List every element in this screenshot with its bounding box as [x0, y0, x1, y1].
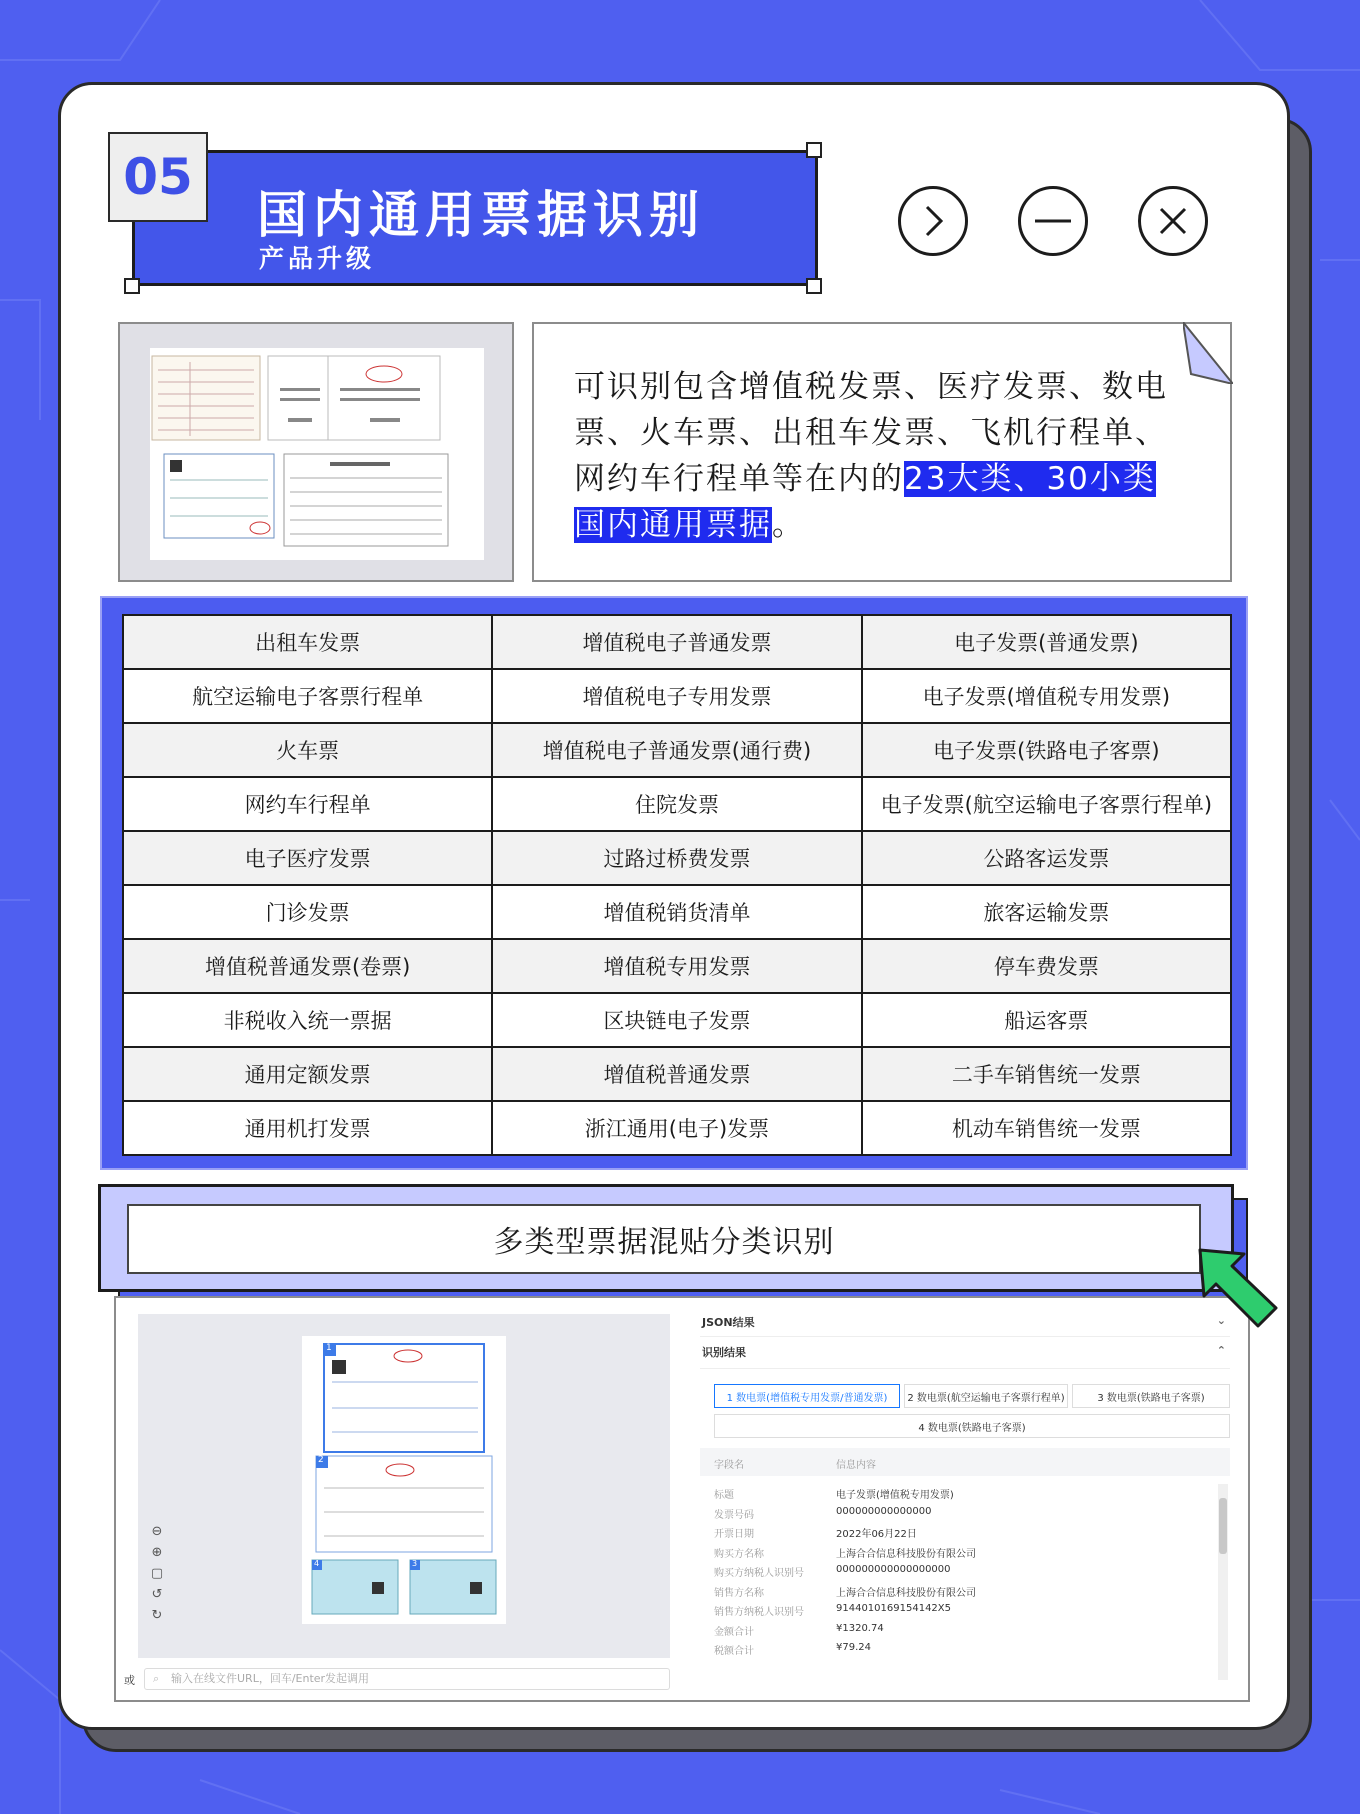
table-row [123, 669, 1231, 723]
field-value-header: 信息内容 [836, 1460, 876, 1471]
field-row [700, 1584, 1220, 1604]
recognition-result-label: 识别结果 [702, 1346, 746, 1359]
url-input[interactable] [144, 1668, 670, 1690]
table-cell: 增值税专用发票 [492, 939, 861, 993]
table-cell: 电子发票(增值税专用发票) [862, 669, 1231, 723]
recognition-result-header[interactable] [702, 1344, 1232, 1364]
table-cell: 电子发票(航空运输电子客票行程单) [862, 777, 1231, 831]
table-row [123, 885, 1231, 939]
table-row [123, 615, 1231, 669]
field-key: 开票日期 [714, 1529, 754, 1540]
table-row [123, 831, 1231, 885]
url-placeholder: 输入在线文件URL，回车/Enter发起调用 [171, 1672, 370, 1685]
chevron-right-icon [913, 201, 953, 241]
table-cell: 网约车行程单 [123, 777, 492, 831]
table-row [123, 1047, 1231, 1101]
minimize-button[interactable] [1018, 186, 1088, 256]
field-value: 9144010169154142X5 [836, 1603, 952, 1614]
page-badge-4: 4 [314, 1559, 320, 1568]
page-badge-3: 3 [412, 1559, 418, 1568]
table-cell: 通用定额发票 [123, 1047, 492, 1101]
description-panel [532, 322, 1232, 582]
table-cell: 增值税电子普通发票(通行费) [492, 723, 861, 777]
page-subtitle: 产品升级 [259, 244, 376, 273]
document-preview [138, 1314, 670, 1658]
field-name-header: 字段名 [714, 1460, 744, 1471]
table-cell: 通用机打发票 [123, 1101, 492, 1155]
section-number: 05 [108, 132, 208, 222]
field-row [700, 1564, 1220, 1584]
description-text [574, 364, 1174, 548]
result-scrollbar[interactable] [1218, 1484, 1228, 1680]
table-cell: 增值税普通发票(卷票) [123, 939, 492, 993]
table-cell: 增值税普通发票 [492, 1047, 861, 1101]
result-panel [700, 1308, 1232, 1698]
table-cell: 二手车销售统一发票 [862, 1047, 1231, 1101]
page-badge-1: 1 [326, 1343, 332, 1353]
page-badge-2: 2 [318, 1455, 324, 1465]
field-row [700, 1603, 1220, 1623]
divider [700, 1336, 1230, 1337]
table-cell: 航空运输电子客票行程单 [123, 669, 492, 723]
table-cell: 门诊发票 [123, 885, 492, 939]
description-end: 。 [772, 507, 805, 543]
field-row [700, 1623, 1220, 1643]
zoom-out-icon[interactable]: ⊖ [151, 1524, 163, 1539]
fields-header [700, 1448, 1230, 1476]
rotate-right-icon[interactable]: ↻ [151, 1608, 163, 1623]
scrollbar-thumb[interactable] [1219, 1498, 1227, 1554]
invoice-types-panel [100, 596, 1248, 1170]
preview-page [302, 1336, 506, 1624]
invoice-samples-image [118, 322, 514, 582]
zoom-in-icon[interactable]: ⊕ [151, 1545, 163, 1560]
section-label-box [98, 1184, 1234, 1292]
description-main: 可识别包含增值税发票、医疗发票、数电票、火车票、出租车发票、飞机行程单、网约车行程单等在内的 [574, 369, 1168, 497]
section-label: 多类型票据混贴分类识别 [127, 1204, 1201, 1274]
field-value: 电子发票(增值税专用发票) [836, 1490, 954, 1501]
url-input-row [120, 1666, 672, 1692]
field-key: 金额合计 [714, 1626, 754, 1638]
field-row [700, 1486, 1220, 1506]
table-cell: 增值税电子普通发票 [492, 615, 861, 669]
tab-invoice-1[interactable]: 1 数电票(增值税专用发票/普通发票) [714, 1384, 900, 1408]
table-cell: 增值税电子专用发票 [492, 669, 861, 723]
description-highlight: 23大类、30小类国内通用票据 [574, 461, 1156, 543]
field-key: 税额合计 [714, 1646, 754, 1657]
preview-invoices [302, 1336, 506, 1624]
close-button[interactable] [1138, 186, 1208, 256]
table-cell: 过路过桥费发票 [492, 831, 861, 885]
table-cell: 非税收入统一票据 [123, 993, 492, 1047]
table-cell: 浙江通用(电子)发票 [492, 1101, 861, 1155]
tab-invoice-4[interactable]: 4 数电票(铁路电子客票) [714, 1414, 1230, 1438]
field-row [700, 1642, 1220, 1662]
json-result-header[interactable] [702, 1314, 1232, 1334]
table-cell: 停车费发票 [862, 939, 1231, 993]
url-or-label: 或 [124, 1674, 135, 1687]
field-value: 上海合合信息科技股份有限公司 [836, 1587, 976, 1599]
minus-icon [1031, 199, 1075, 243]
page-fold-corner [1183, 322, 1233, 384]
field-row [700, 1506, 1220, 1526]
field-row [700, 1525, 1220, 1545]
table-cell: 船运客票 [862, 993, 1231, 1047]
field-key: 购买方纳税人识别号 [714, 1568, 804, 1579]
table-cell: 旅客运输发票 [862, 885, 1231, 939]
title-banner [132, 150, 818, 286]
resize-handle-bottom-right[interactable] [806, 278, 822, 294]
table-row [123, 723, 1231, 777]
table-cell: 住院发票 [492, 777, 861, 831]
field-row [700, 1545, 1220, 1565]
next-button[interactable] [898, 186, 968, 256]
invoice-types-table [122, 614, 1232, 1156]
field-value: 000000000000000000 [836, 1564, 951, 1575]
chevron-up-icon: ⌃ [1216, 1344, 1226, 1357]
field-value: 2022年06月22日 [836, 1529, 917, 1540]
tab-invoice-3[interactable]: 3 数电票(铁路电子客票) [1072, 1384, 1230, 1408]
field-value: ¥79.24 [836, 1642, 871, 1653]
field-value: 上海合合信息科技股份有限公司 [836, 1548, 976, 1560]
table-row [123, 777, 1231, 831]
resize-handle-top-right[interactable] [806, 142, 822, 158]
invoice-thumbnails [150, 348, 484, 560]
resize-handle-bottom-left[interactable] [124, 278, 140, 294]
table-row [123, 1101, 1231, 1155]
pointer-arrow-icon [1196, 1246, 1280, 1330]
close-icon [1153, 201, 1193, 241]
table-cell: 机动车销售统一发票 [862, 1101, 1231, 1155]
json-result-label: JSON结果 [702, 1316, 755, 1329]
table-cell: 电子医疗发票 [123, 831, 492, 885]
field-value: 000000000000000 [836, 1505, 932, 1517]
demo-screenshot [114, 1296, 1250, 1702]
field-key: 购买方名称 [714, 1548, 764, 1560]
table-cell: 火车票 [123, 723, 492, 777]
invoice-collage [150, 348, 484, 560]
field-key: 标题 [714, 1490, 734, 1501]
chevron-down-icon: ⌄ [1216, 1314, 1226, 1327]
table-cell: 区块链电子发票 [492, 993, 861, 1047]
field-key: 销售方纳税人识别号 [714, 1607, 804, 1618]
search-icon: ⌕ [153, 1672, 160, 1685]
table-cell: 出租车发票 [123, 615, 492, 669]
table-row [123, 939, 1231, 993]
zoom-toolbar [144, 1524, 170, 1634]
table-cell: 增值税销货清单 [492, 885, 861, 939]
field-key: 销售方名称 [714, 1587, 764, 1599]
fit-page-icon[interactable]: ▢ [150, 1566, 164, 1581]
page-title: 国内通用票据识别 [257, 186, 705, 244]
field-key: 发票号码 [714, 1509, 754, 1521]
table-cell: 电子发票(普通发票) [862, 615, 1231, 669]
field-value: ¥1320.74 [836, 1622, 884, 1634]
table-row [123, 993, 1231, 1047]
rotate-left-icon[interactable]: ↺ [151, 1587, 163, 1602]
divider [700, 1368, 1230, 1369]
tab-invoice-2[interactable]: 2 数电票(航空运输电子客票行程单) [904, 1384, 1068, 1408]
table-cell: 电子发票(铁路电子客票) [862, 723, 1231, 777]
table-cell: 公路客运发票 [862, 831, 1231, 885]
